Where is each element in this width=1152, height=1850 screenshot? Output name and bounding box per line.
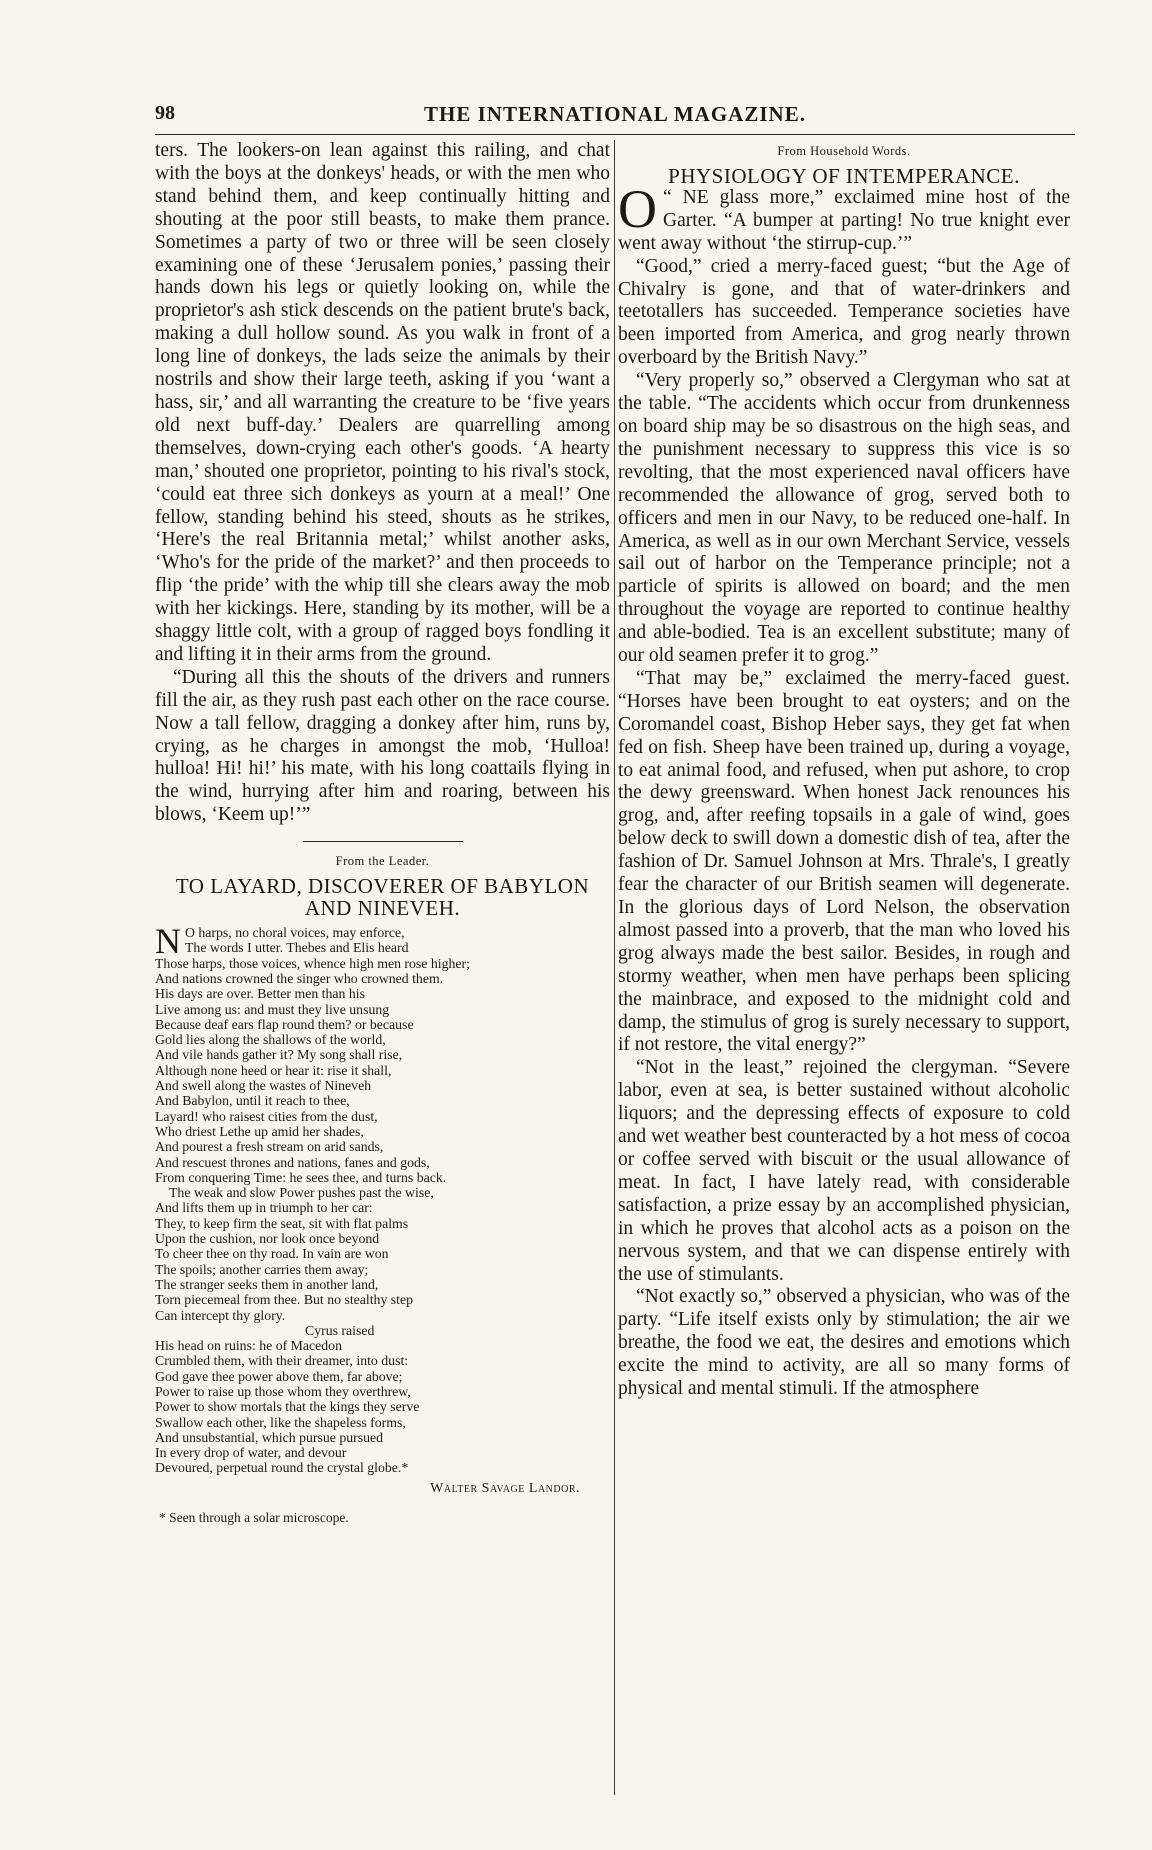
footnote: * Seen through a solar microscope. bbox=[159, 1509, 349, 1525]
right-column bbox=[618, 140, 1070, 1790]
poem-body bbox=[155, 921, 610, 1476]
poem-line: And rescuest thrones and nations, fanes and gods, bbox=[155, 1154, 430, 1170]
poem-line: Torn piecemeal from thee. But no stealthy step bbox=[155, 1292, 414, 1308]
poem-line: Who driest Lethe up amid her shades, bbox=[155, 1123, 364, 1139]
poem-line: And swell along the wastes of Nineveh bbox=[155, 1078, 372, 1094]
poem-line: They, to keep firm the seat, sit with flat palms bbox=[155, 1215, 409, 1231]
poem-line: God gave thee power above them, far above; bbox=[155, 1368, 403, 1384]
running-title: THE INTERNATIONAL MAGAZINE. bbox=[424, 102, 806, 126]
poem-line: And vile hands gather it? My song shall rise, bbox=[155, 1047, 403, 1063]
poem-line: And pourest a fresh stream on arid sands, bbox=[155, 1139, 384, 1155]
poem-line: Devoured, perpetual round the crystal globe.* bbox=[155, 1460, 409, 1476]
poem-line: And nations crowned the singer who crowned them. bbox=[155, 970, 444, 986]
poem-line: The weak and slow Power pushes past the wise, bbox=[169, 1185, 434, 1201]
poem-source: From the Leader. bbox=[335, 854, 430, 869]
poem-line: Upon the cushion, nor look once beyond bbox=[155, 1231, 380, 1247]
article-title: PHYSIOLOGY OF INTEMPERANCE. bbox=[668, 163, 1020, 188]
paragraph-text: “ NE glass more,” exclaimed mine host of the Garter. “A bumper at parting! No true knight ever went away without ‘the stirrup-cup.’” bbox=[618, 186, 1070, 254]
poem-author: Walter Savage Landor. bbox=[430, 1480, 580, 1496]
paragraph: “Good,” cried a merry-faced guest; “but the Age of Chivalry is gone, and that of water-drinkers and teetotallers has succeeded. Temperance societies have been imported from America, and grog nearly thrown overboard by the British Navy.” bbox=[618, 255, 1070, 369]
paragraph: “Not exactly so,” observed a physician, who was of the party. “Life itself exists only by stimulation; the air we breathe, the food we eat, the desires and emotions which excite the mind to activity, are all so many forms of physical and mental stimuli. If the atmosphere bbox=[618, 1286, 1070, 1400]
poem-line: Crumbled them, with their dreamer, into dust: bbox=[155, 1353, 409, 1369]
poem-line: Can intercept thy glory. bbox=[155, 1307, 286, 1323]
paragraph: “That may be,” exclaimed the merry-faced guest. “Horses have been brought to eat oysters; and on the Coromandel coast, Bishop Heber says, they get fat when fed on fish. Sheep have been trained up, during a voyage, to eat animal food, and refused, when put ashore, to crop the dewy greensward. When honest Jack renounces his grog, and, after reefing topsails in a gale of wind, goes below deck to swill down a domestic dish of tea, after the fashion of Dr. Samuel Johnson at Mrs. Thrale's, I greatly fear the character of our British seamen will degenerate. In the glorious days of Lord Nelson, the observation almost passed into a proverb, that the man who loved his grog always made the best sailor. Besides, in rough and stormy weather, when men have perhaps been splicing the mainbrace, and exposed to the midnight cold and damp, the stimulus of grog is surely necessary to support, if not restore, the vital energy?” bbox=[618, 667, 1070, 1056]
poem-line: In every drop of water, and devour bbox=[155, 1445, 347, 1461]
poem-dropcap: N bbox=[155, 921, 181, 962]
article-source: From Household Words. bbox=[777, 144, 911, 158]
paragraph: “During all this the shouts of the drivers and runners fill the air, as they rush past each other on the race course. Now a tall fellow, dragging a donkey after him, runs by, crying, as he charges in amongst the mob, ‘Hulloa! hulloa! Hi! hi!’ his mate, with his long coattails flying in the wind, hurrying after him and roaring, between his blows, ‘Keem up!’” bbox=[155, 666, 610, 826]
poem-line: And lifts them up in triumph to her car: bbox=[155, 1200, 373, 1216]
poem-line: And unsubstantial, which pursue pursued bbox=[155, 1429, 383, 1445]
poem-line: Cyrus raised bbox=[305, 1322, 375, 1338]
column-divider bbox=[614, 140, 615, 1795]
left-column bbox=[155, 140, 610, 1790]
article-dropcap: O bbox=[618, 178, 657, 239]
paragraph: “Very properly so,” observed a Clergyman who sat at the table. “The accidents which occur from drunkenness on board ship may be so disastrous on the high seas, and the punishment necessary to suppress this vice is so revolting, that the most experienced naval officers have recommended the allowance of grog, served both to officers and men in our Navy, to be reduced one-half. In America, as well as in our own Merchant Service, vessels sail out of harbor on the Temperance principle; not a particle of spirits is allowed on board; and the men throughout the voyage are reported to continue healthy and able-bodied. Tea is an excellent substitute; many of our old seamen prefer it to grog.” bbox=[618, 370, 1070, 667]
poem-line: Although none heed or hear it: rise it shall, bbox=[155, 1062, 392, 1078]
page-number: 98 bbox=[155, 102, 175, 124]
poem-title: TO LAYARD, DISCOVERER OF BABYLON AND NINEVEH. bbox=[175, 874, 590, 921]
poem-line: To cheer thee on thy road. In vain are won bbox=[155, 1246, 389, 1262]
poem-line: The stranger seeks them in another land, bbox=[155, 1276, 379, 1292]
paragraph: “Not in the least,” rejoined the clergyman. “Severe labor, even at sea, is better sustained without alcoholic liquors; and the depressing effects of exposure to cold and wet weather best counteracted by a hot mess of cocoa or coffee served with biscuit or the usual allowance of meat. In fact, I have lately read, with considerable satisfaction, a prize essay by an accomplished physician, in which he proves that alcohol acts as a poison on the nervous system, and that we can dispense entirely with the use of stimulants. bbox=[618, 1057, 1070, 1285]
poem-line: Because deaf ears flap round them? or because bbox=[155, 1016, 414, 1032]
poem-line: Those harps, those voices, whence high men rose higher; bbox=[155, 955, 470, 971]
poem-line: From conquering Time: he sees thee, and turns back. bbox=[155, 1169, 447, 1185]
poem-line: The words I utter. Thebes and Elis heard bbox=[185, 940, 409, 956]
poem-line: The spoils; another carries them away; bbox=[155, 1261, 369, 1277]
poem-line: Swallow each other, like the shapeless forms, bbox=[155, 1414, 406, 1430]
poem-line: O harps, no choral voices, may enforce, bbox=[185, 925, 405, 941]
poem-line: His head on ruins: he of Macedon bbox=[155, 1338, 342, 1354]
section-divider bbox=[303, 841, 463, 842]
poem-line: Power to show mortals that the kings they serve bbox=[155, 1399, 420, 1415]
paragraph bbox=[618, 178, 1070, 256]
paragraph: ters. The lookers-on lean against this railing, and chat with the boys at the donkeys' heads, or with the men who stand behind them, and keep continually hitting and shouting at the poor still beasts, to make them prance. Sometimes a party of two or three will be seen closely examining one of these ‘Jerusalem ponies,’ passing their hands down his legs or quietly looking on, while the proprietor's ash stick descends on the patient brute's back, making a dull hollow sound. As you walk in front of a long line of donkeys, the lads seize the animals by their nostrils and show their large teeth, asking if you ‘want a hass, sir,’ and all warranting the creature to be ‘five years old next buff-day.’ Dealers are quarrelling among themselves, down-crying each other's goods. ‘A hearty man,’ shouted one proprietor, pointing to his rival's stock, ‘could eat three sich donkeys as yourn at a meal!’ One fellow, standing behind his steed, shouts as he strikes, ‘Here's the real Britannia metal;’ whilst another asks, ‘Who's for the pride of the market?’ and then proceeds to flip ‘the pride’ with the whip till she clears away the mob with her kickings. Here, standing by its mother, will be a shaggy little colt, with a group of ragged boys fondling it and lifting it in their arms from the ground. bbox=[155, 140, 610, 665]
poem-line: And Babylon, until it reach to thee, bbox=[155, 1093, 350, 1109]
poem-line: Live among us: and must they live unsung bbox=[155, 1001, 390, 1017]
poem-line: His days are over. Better men than his bbox=[155, 986, 365, 1002]
poem-line: Gold lies along the shallows of the world, bbox=[155, 1032, 386, 1048]
page-header bbox=[155, 100, 1075, 135]
poem-line: Power to raise up those whom they overthrew, bbox=[155, 1384, 411, 1399]
poem-line: Layard! who raisest cities from the dust, bbox=[155, 1108, 378, 1124]
